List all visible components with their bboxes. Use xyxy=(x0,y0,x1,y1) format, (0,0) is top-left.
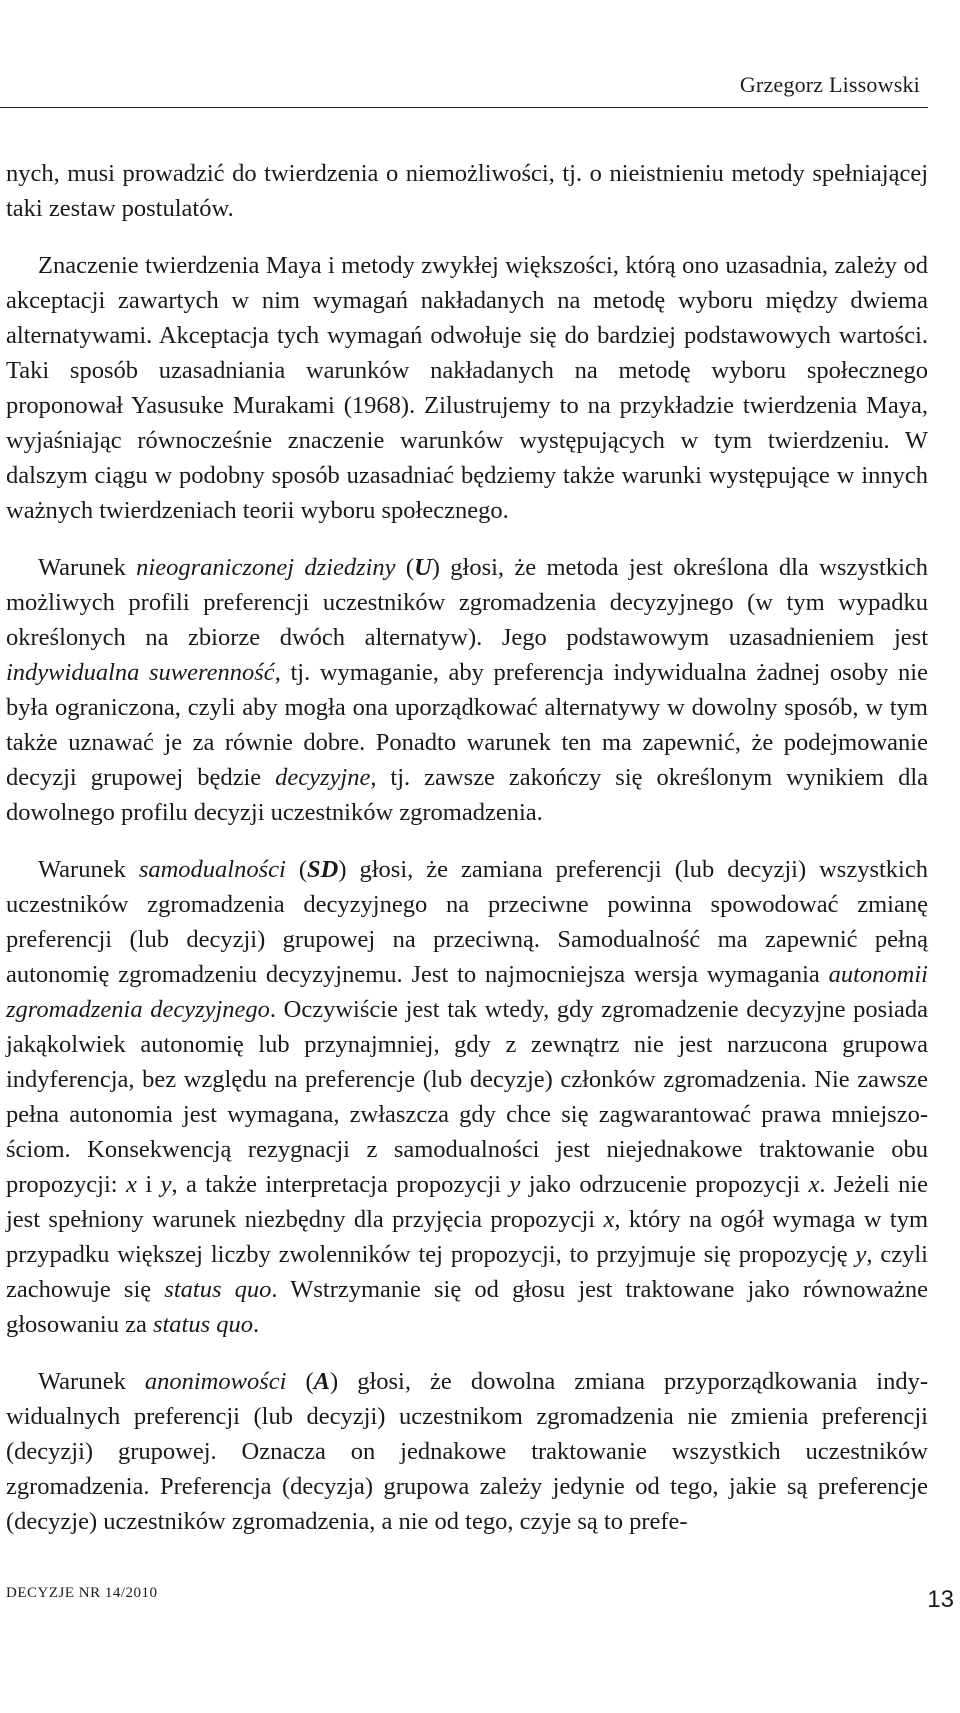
paragraph xyxy=(6,852,928,1342)
paragraph xyxy=(6,550,928,830)
article-body xyxy=(6,156,928,1561)
paragraph xyxy=(6,1364,928,1539)
emphasized-term: x xyxy=(603,1206,615,1233)
text-run: ) głosi, że dowolna zmiana przyporządkowania indywidualnych preferencji (lub decyzji) uczestnikom zgromadzenia nie zmienia preferencji (decyzji) grupowej. Oznacza on jednakowe traktowanie wszystkich uczestników zgromadzenia. Preferencja (decyzja) grupowa zależy jedynie od tego, jakie są preferencje (decyzje) uczestników zgromadzenia, a nie od tego, czyje są to prefe- xyxy=(6,1368,928,1535)
emphasized-term: samodualności xyxy=(138,856,286,883)
emphasized-term: status quo xyxy=(152,1311,254,1338)
emphasized-term: U xyxy=(414,554,432,581)
emphasized-term: autonomii zgromadzenia decyzyjnego xyxy=(6,961,928,1023)
text-run: , czyli zachowuje się xyxy=(6,1241,928,1303)
text-run: Warunek xyxy=(38,554,137,581)
emphasized-term: SD xyxy=(307,856,339,883)
text-run: , który na ogół wymaga w tym przypadku większej liczby zwolenników tej propozycji, to przyjmuje się propozycję xyxy=(6,1206,929,1268)
emphasized-term: indywidualna suwerenność xyxy=(6,659,275,686)
running-head-author: Grzegorz Lissowski xyxy=(739,72,920,97)
emphasized-term: y xyxy=(509,1171,521,1198)
text-run: ( xyxy=(285,856,307,883)
text-run: jako odrzucenie propozycji xyxy=(520,1171,809,1198)
text-run: i xyxy=(136,1171,161,1198)
paragraph xyxy=(6,248,928,528)
text-run: ( xyxy=(395,554,415,581)
text-run: . xyxy=(253,1311,260,1338)
text-run: . Jeżeli nie jest spełniony warunek niezbędny dla przyjęcia propozycji xyxy=(6,1171,929,1233)
text-run: , tj. zawsze zakończy się określonym wynikiem dla dowolnego profilu decyzji uczestników zgromadzenia. xyxy=(6,764,928,826)
text-run: , tj. wymaganie, aby preferencja indywidualna żadnej osoby nie była ograniczona, czyli aby mogła ona uporządkować alternatywy w dowolny sposób, w tym także uznawać je za równie dobre. Ponadto warunek ten ma zapewnić, że podejmowanie decyzji grupowej będzie xyxy=(6,659,928,791)
emphasized-term: anonimowości xyxy=(144,1368,287,1395)
text-run: Warunek xyxy=(38,1368,145,1395)
text-run: , a także interpretacja propozycji xyxy=(171,1171,510,1198)
paragraph xyxy=(6,156,928,226)
emphasized-term: status quo xyxy=(164,1276,272,1303)
emphasized-term: y xyxy=(160,1171,172,1198)
text-run: nych, musi prowadzić do twierdzenia o niemożliwości, tj. o nieistnieniu metody spełniającej taki zestaw postulatów. xyxy=(6,160,928,222)
text-run: ) głosi, że zamiana preferencji (lub decyzji) wszystkich uczestników zgromadzenia decyzyjnego na przeciwne powinna spowodować zmianę preferencji (lub decyzji) grupowej na przeciwną. Samodualność ma zapewnić pełną autonomię zgromadzeniu decyzyjnemu. Jest to najmocniejsza wersja wymagania xyxy=(6,856,928,988)
text-run: Znaczenie twierdzenia Maya i metody zwykłej większości, którą ono uzasadnia, zależy od akceptacji zawartych w nim wymagań nakładanych na metodę wyboru między dwiema alternatywami. Akceptacja tych wymagań odwołuje się do bardziej podstawowych wartości. Taki sposób uzasadniania warunków nakładanych na metodę wyboru społecznego proponował Yasusuke Murakami (1968). Zilustrujemy to na przykładzie twierdzenia Maya, wyjaśniając równocześnie znaczenie warunków występujących w tym twierdzeniu. W dalszym ciągu w podobny sposób uzasadniać będziemy także warunki występujące w innych ważnych twierdzeniach teorii wyboru społecznego. xyxy=(6,252,928,524)
emphasized-term: x xyxy=(126,1171,137,1198)
page-number: 13 xyxy=(927,1586,954,1613)
emphasized-term: A xyxy=(313,1368,330,1395)
text-run: ) głosi, że metoda jest określona dla wszystkich możliwych profili preferencji uczestników zgromadzenia decyzyjnego (w tym wypadku określonych na zbiorze dwóch alternatyw). Jego podstawowym uzasadnieniem jest xyxy=(6,554,928,651)
text-run: . Wstrzymanie się od głosu jest traktowane jako równoważne głosowaniu za xyxy=(6,1276,929,1338)
text-run: Warunek xyxy=(38,856,139,883)
running-head xyxy=(0,72,920,98)
emphasized-term: x xyxy=(808,1171,820,1198)
emphasized-term: nieograniczonej dziedziny xyxy=(136,554,396,581)
text-run: . Oczywiście jest tak wtedy, gdy zgromadzenie decyzyjne posiada jakąkolwiek autonomię lub przynajmniej, gdy z zewnątrz nie jest narzucona grupowa indyferencja, bez względu na preferencje (lub decyzje) członków zgromadzenia. Nie zawsze pełna autonomia jest wymagana, zwłaszcza gdy chce się zagwarantować prawa mniejszościom. Konsekwencją rezygnacji z samodualności jest niejednakowe traktowanie obu propozycji: xyxy=(6,996,929,1198)
text-run: ( xyxy=(286,1368,314,1395)
footer-journal: DECYZJE NR 14/2010 xyxy=(6,1585,158,1601)
emphasized-term: y xyxy=(855,1241,867,1268)
emphasized-term: decyzyjne xyxy=(275,764,371,791)
header-rule xyxy=(0,107,928,108)
